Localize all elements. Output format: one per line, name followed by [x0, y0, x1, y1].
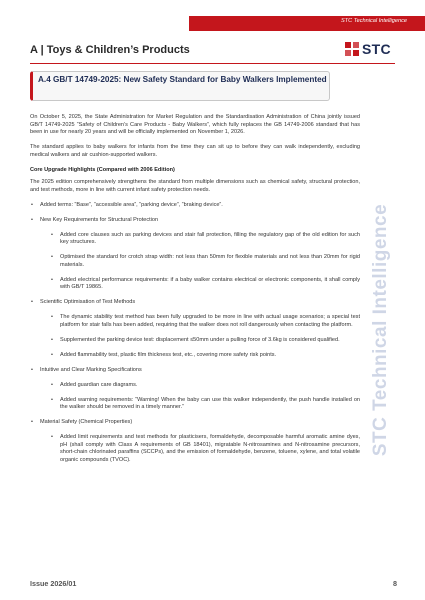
bullet-test-methods [30, 299, 360, 359]
bullet-text: Added terms: “Base”, “accessible area”, “parking device”, “braking device”. [40, 201, 223, 208]
structural-sublist [40, 232, 360, 292]
marking-sublist [40, 382, 360, 412]
stc-logo-icon [345, 42, 360, 56]
sub-item: • The dynamic stability test method has been fully upgraded to be more in line with actual usage scenarios; a special test platform for stair falls has been added, requiring that the walker does not roll dangerously when contacting the platform. [50, 314, 360, 329]
sub-item: • Added guardian care diagrams. [50, 382, 360, 390]
intro-paragraph-1: On October 5, 2025, the State Administration for Market Regulation and the Standardisation Administration of China jointly issued GB/T 14749-2025 “Safety of Children’s Care Products - Baby Walkers”, which fully replaces the GB 14749-2006 standard that has been in use for nearly 20 years and will be officially implemented on November 1, 2026. [30, 114, 360, 135]
intro-paragraph-2: The standard applies to baby walkers for infants from the time they can sit up to before they can walk independently, excluding medical walkers and air cushion-supported walkers. [30, 144, 360, 158]
sub-item: • Optimised the standard for crotch strap width: not less than 50mm for flexible materials and not less than 20mm for rigid materials. [50, 254, 360, 269]
highlights-list [30, 202, 360, 465]
article-heading: A.4 GB/T 14749-2025: New Safety Standard for Baby Walkers Implemented [38, 75, 327, 84]
sub-item: • Added electrical performance requirements: if a baby walker contains electrical or electronic components, it shall comply with GB/T 19865. [50, 277, 360, 292]
header-bar [189, 16, 425, 31]
stc-logo [345, 41, 391, 57]
page-number: 8 [393, 579, 397, 588]
stc-logo-text: STC [362, 41, 391, 57]
section-title: A | Toys & Children’s Products [30, 44, 190, 56]
bullet-text: New Key Requirements for Structural Protection [40, 216, 159, 223]
bullet-text: Material Safety (Chemical Properties) [40, 419, 133, 425]
bullet-material-safety [30, 419, 360, 464]
side-watermark: STC Technical Intelligence [370, 203, 391, 457]
bullet-text: Intuitive and Clear Marking Specifications [40, 366, 142, 373]
article-body [30, 114, 360, 472]
top-band [0, 0, 425, 10]
sub-item: • Added core clauses such as parking devices and stair fall protection, filling the regulatory gap of the old edition for such key structures. [50, 232, 360, 247]
bullet-terms [30, 202, 360, 210]
title-divider [30, 63, 395, 64]
bullet-structural [30, 217, 360, 292]
highlights-intro: The 2025 edition comprehensively strengthens the standard from multiple dimensions such as chemical safety, structural protection, and test methods, more in line with current infant safety protection needs. [30, 179, 360, 193]
sub-item: • Supplemented the parking device test: displacement ≤50mm under a pulling force of 3.6kg is considered qualified. [50, 337, 360, 345]
sub-item: • Added limit requirements and test methods for plasticisers, formaldehyde, decomposable harmful aromatic amine dyes, pH (shall comply with Class A requirements of GB 18401), migratable N-nitrosamines and N-nitrosamine precursors, short-chain chlorinated paraffins (SCCPs), and the emission of formaldehyde, benzene, toluene, xylene, and total volatile organic compounds (TVOC). [50, 434, 360, 464]
header-bar-text: STC Technical Intelligence [340, 18, 407, 24]
footer-issue: Issue 2026/01 [30, 579, 77, 588]
highlights-title: Core Upgrade Highlights (Compared with 2006 Edition) [30, 166, 175, 173]
test-methods-sublist [40, 314, 360, 359]
sub-item: • Added warning requirements: “Warning! When the baby can use this walker independently, the push handle installed on the walker should be removed in a timely manner.” [50, 397, 360, 412]
material-safety-sublist [40, 434, 360, 464]
sub-item: • Added flammability test, plastic film thickness test, etc., covering more safety risk points. [50, 352, 360, 360]
bullet-text: Scientific Optimisation of Test Methods [40, 299, 136, 305]
article-heading-box [30, 71, 330, 101]
bullet-marking [30, 367, 360, 412]
